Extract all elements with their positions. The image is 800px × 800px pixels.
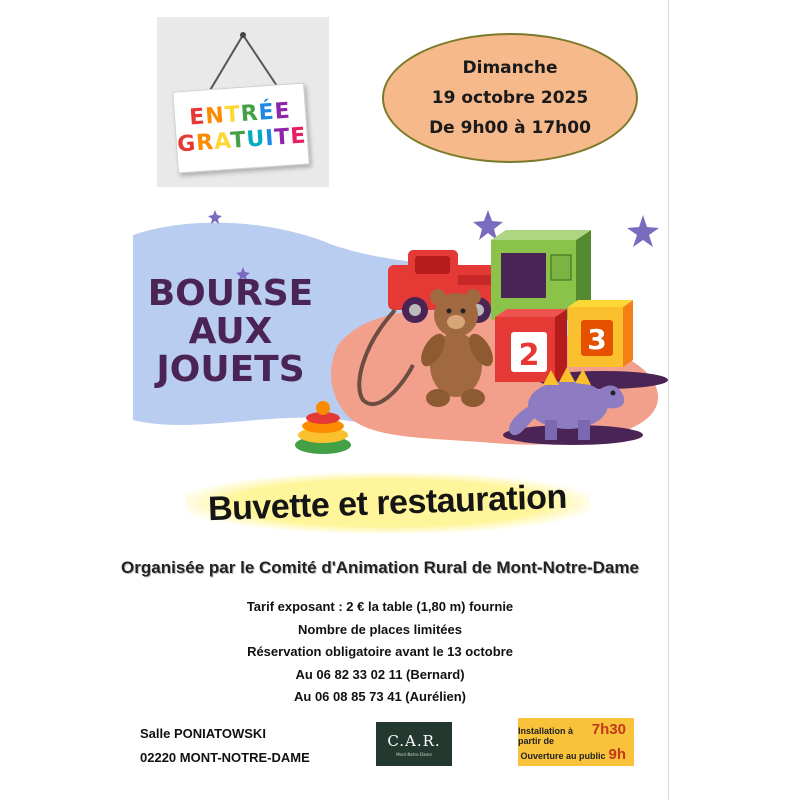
- buvette-banner: [185, 473, 590, 533]
- install-row: [518, 721, 634, 746]
- limited-line: Nombre de places limitées: [297, 621, 462, 637]
- price-line: Tarif exposant : 2 € la table (1,80 m) fournie: [246, 599, 514, 614]
- install-time: 7h30: [591, 721, 626, 738]
- sign-letter: E: [289, 123, 308, 150]
- number-cube-3-icon: [568, 300, 633, 367]
- page-edge-line: [668, 0, 669, 800]
- phone-line-1: Au 06 82 33 02 11 (Bernard): [295, 666, 465, 682]
- sign-letter: T: [273, 124, 292, 151]
- organiser-line: Organisée par le Comité d'Animation Rural de Mont-Notre-Dame: [121, 558, 639, 577]
- reservation-line: Réservation obligatoire avant le 13 octobre: [247, 644, 513, 659]
- sign-letter: A: [213, 128, 232, 155]
- event-title: [143, 275, 318, 389]
- sign-letter: É: [257, 99, 276, 126]
- sign-letter: T: [223, 102, 242, 129]
- open-time: 9h: [608, 746, 626, 763]
- free-entry-sign: [157, 17, 329, 187]
- venue-city: 02220 MONT-NOTRE-DAME: [140, 750, 310, 765]
- star-icon: [436, 235, 450, 249]
- toys-illustration: [133, 205, 668, 470]
- logo-sub-text: Mont-Notre-Dame: [396, 751, 432, 757]
- event-title-line: AUX: [188, 311, 273, 352]
- hours-box: [518, 718, 634, 766]
- venue-hall: Salle PONIATOWSKI: [140, 726, 266, 741]
- buvette-text: Buvette et restauration: [207, 477, 568, 528]
- sign-letter: E: [188, 104, 207, 131]
- star-icon: [627, 215, 659, 247]
- sign-letter: E: [273, 98, 292, 125]
- sign-letter: I: [264, 125, 276, 152]
- event-day: Dimanche: [462, 58, 558, 78]
- free-entry-board: [172, 82, 309, 173]
- logo-main-text: C.A.R.: [387, 731, 441, 750]
- event-hours: De 9h00 à 17h00: [429, 118, 591, 138]
- phone-line-2: Au 06 08 85 73 41 (Aurélien): [294, 689, 466, 704]
- sign-letter: R: [239, 100, 260, 127]
- event-date: 19 octobre 2025: [431, 88, 589, 108]
- date-bubble: [382, 33, 638, 163]
- install-label: Installation à partir de: [518, 726, 574, 746]
- cube-number-3: 3: [587, 323, 607, 356]
- star-icon: [208, 210, 222, 224]
- event-title-line: JOUETS: [156, 349, 305, 390]
- star-icon: [596, 245, 610, 259]
- venue-address: [140, 722, 380, 770]
- sign-letter: T: [229, 127, 248, 154]
- event-title-line: BOURSE: [147, 273, 314, 314]
- sign-letter: N: [204, 103, 226, 130]
- number-cube-2-icon: [495, 309, 567, 382]
- open-row: [518, 746, 634, 763]
- exhibitor-info: [180, 596, 580, 709]
- car-logo: [376, 722, 452, 766]
- sign-letter: R: [195, 129, 216, 157]
- open-label: Ouverture au public: [520, 751, 606, 761]
- sign-letter: U: [245, 126, 267, 153]
- sign-letter: G: [176, 131, 198, 158]
- cube-number-2: 2: [518, 338, 540, 373]
